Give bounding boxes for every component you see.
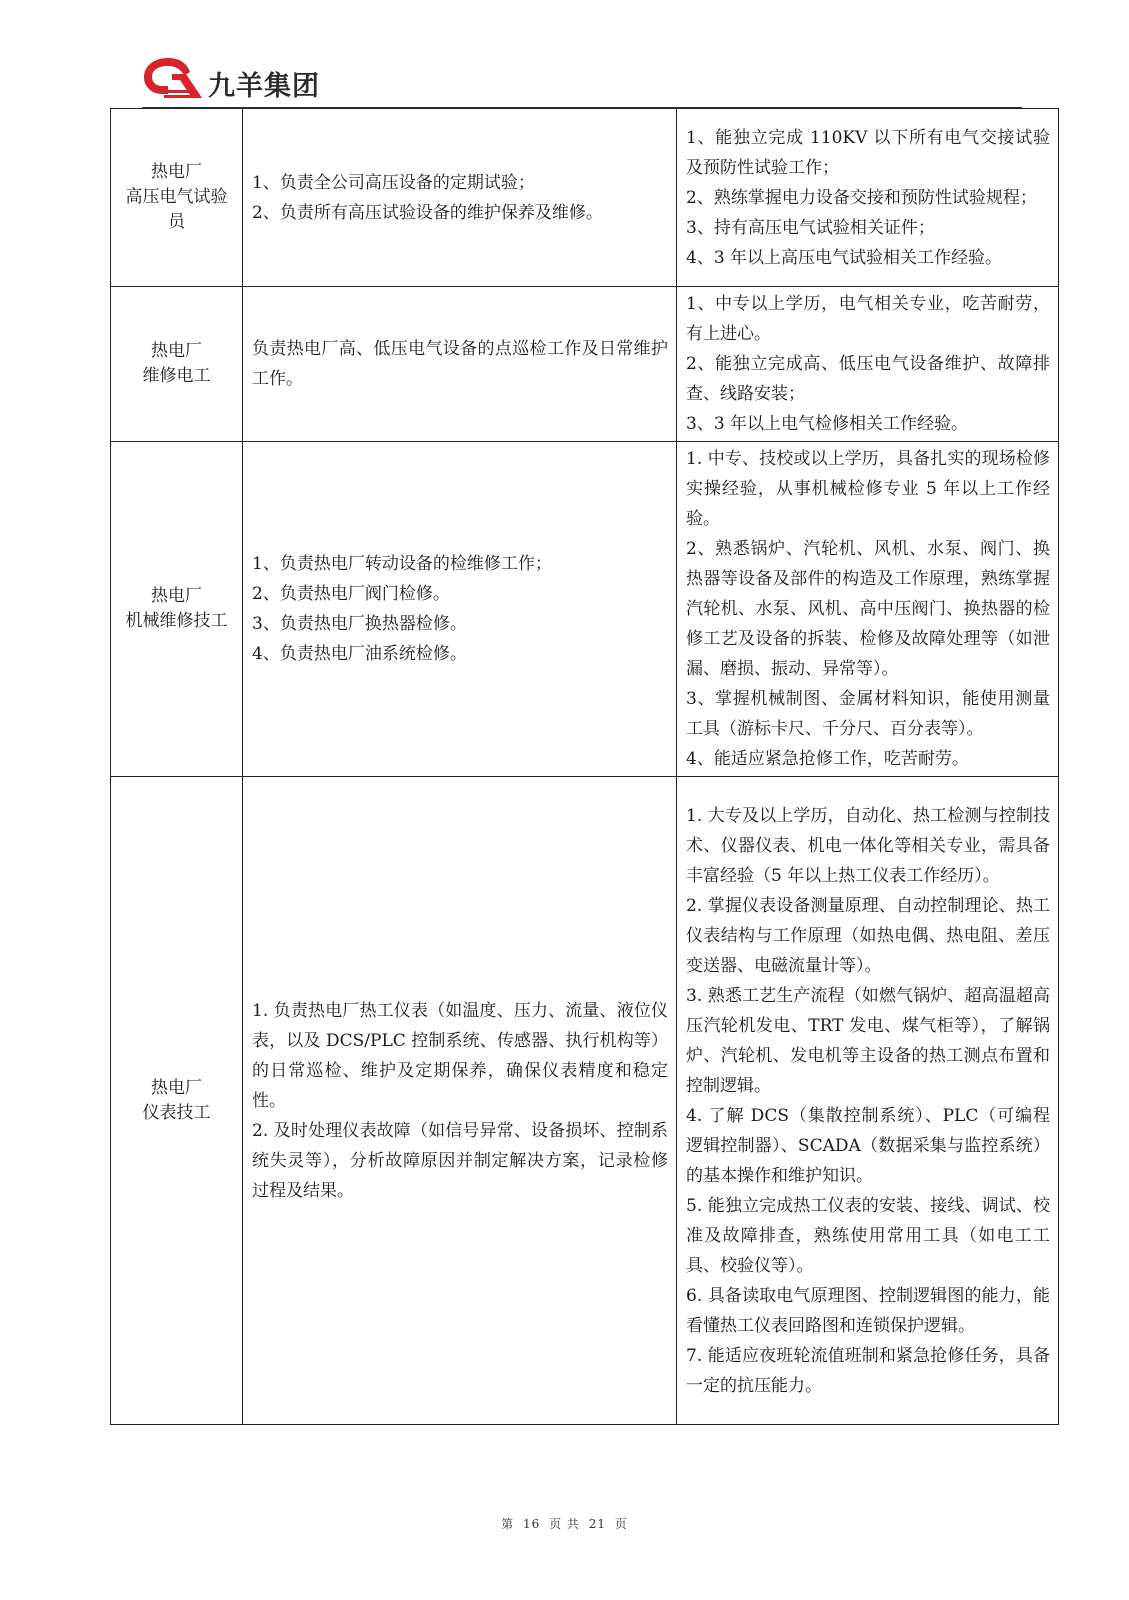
duty-item: 1、负责热电厂转动设备的检维修工作； — [252, 554, 552, 574]
job-requirements-cell — [677, 777, 1059, 1425]
requirement-item: 4. 了解 DCS（集散控制系统）、PLC（可编程逻辑控制器）、SCADA（数据采集与监控系统）的基本操作和维护知识。 — [686, 1105, 1050, 1186]
requirement-item: 3、3 年以上电气检修相关工作经验。 — [686, 414, 969, 434]
job-title-cell — [111, 287, 243, 442]
page-header — [142, 52, 1022, 108]
job-title-line: 热电厂 — [151, 586, 202, 606]
duty-item: 2、负责热电厂阀门检修。 — [252, 584, 450, 604]
job-requirements-cell — [677, 109, 1059, 287]
requirement-item: 3、掌握机械制图、金属材料知识，能使用测量工具（游标卡尺、千分尺、百分表等）。 — [686, 689, 1050, 739]
requirement-item: 6. 具备读取电气原理图、控制逻辑图的能力，能看懂热工仪表回路图和连锁保护逻辑。 — [686, 1285, 1050, 1336]
requirement-item: 2. 掌握仪表设备测量原理、自动控制理论、热工仪表结构与工作原理（如热电偶、热电阻、差压变送器、电磁流量计等）。 — [686, 895, 1050, 976]
duty-item: 1、负责全公司高压设备的定期试验； — [252, 172, 535, 193]
duty-item: 4、负责热电厂油系统检修。 — [252, 644, 467, 664]
duty-item: 2. 及时处理仪表故障（如信号异常、设备损坏、控制系统失灵等），分析故障原因并制定解决方案，记录检修过程及结果。 — [252, 1120, 668, 1201]
duty-item: 负责热电厂高、低压电气设备的点巡检工作及日常维护工作。 — [252, 339, 668, 389]
job-title-cell — [111, 777, 243, 1425]
job-title-line: 高压电气试验 — [125, 187, 228, 207]
requirement-item: 1. 大专及以上学历，自动化、热工检测与控制技术、仪器仪表、机电一体化等相关专业，需具备丰富经验（5 年以上热工仪表工作经历）。 — [686, 805, 1050, 886]
job-title-line: 仪表技工 — [142, 1102, 211, 1123]
table-row — [111, 109, 1059, 287]
table-row — [111, 287, 1059, 442]
requirement-item: 3. 熟悉工艺生产流程（如燃气锅炉、超高温超高压汽轮机发电、TRT 发电、煤气柜等），了解锅炉、汽轮机、发电机等主设备的热工测点布置和控制逻辑。 — [686, 985, 1050, 1096]
job-requirements-table — [110, 108, 1059, 1425]
company-logo-icon — [142, 52, 206, 102]
footer-word-total: 共 — [566, 1517, 580, 1531]
job-title-line: 热电厂 — [151, 1077, 202, 1098]
job-title-line: 机械维修技工 — [125, 611, 228, 631]
job-duties-cell — [243, 287, 677, 442]
requirement-item: 2、熟悉锅炉、汽轮机、风机、水泵、阀门、换热器等设备及部件的构造及工作原理，熟练掌握汽轮机、水泵、风机、高中压阀门、换热器的检修工艺及设备的拆装、检修及故障处理等（如泄漏、磨损、振动、异常等）。 — [686, 539, 1050, 679]
job-duties-cell — [243, 109, 677, 287]
job-title-cell — [111, 442, 243, 777]
requirement-item: 2、能独立完成高、低压电气设备维护、故障排查、线路安装； — [686, 354, 1050, 404]
job-title-line: 热电厂 — [151, 341, 202, 361]
table-row — [111, 442, 1059, 777]
total-page-count: 21 — [588, 1517, 607, 1531]
footer-word-unit: 页 — [549, 1517, 563, 1531]
requirement-item: 2、熟练掌握电力设备交接和预防性试验规程； — [686, 187, 1037, 208]
page-footer — [0, 1515, 1129, 1532]
job-requirements-cell — [677, 442, 1059, 777]
requirement-item: 4、能适应紧急抢修工作，吃苦耐劳。 — [686, 749, 969, 769]
company-name: 九羊集团 — [208, 71, 320, 102]
job-duties-cell — [243, 442, 677, 777]
duty-item: 3、负责热电厂换热器检修。 — [252, 614, 467, 634]
table-row — [111, 777, 1059, 1425]
job-title-line: 员 — [168, 212, 185, 232]
footer-word-unit-2: 页 — [614, 1517, 628, 1531]
job-title-line: 热电厂 — [151, 162, 202, 182]
requirement-item: 1. 中专、技校或以上学历，具备扎实的现场检修实操经验，从事机械检修专业 5 年以上工作经验。 — [686, 449, 1050, 529]
job-requirements-cell — [677, 287, 1059, 442]
job-title-line: 维修电工 — [142, 366, 211, 386]
job-title-cell — [111, 109, 243, 287]
requirement-item: 3、持有高压电气试验相关证件； — [686, 217, 935, 238]
duty-item: 2、负责所有高压试验设备的维护保养及维修。 — [252, 202, 603, 223]
current-page-number: 16 — [522, 1517, 541, 1531]
duty-item: 1. 负责热电厂热工仪表（如温度、压力、流量、液位仪表，以及 DCS/PLC 控制系统、传感器、执行机构等）的日常巡检、维护及定期保养，确保仪表精度和稳定性。 — [252, 1000, 668, 1111]
requirement-item: 5. 能独立完成热工仪表的安装、接线、调试、校准及故障排查，熟练使用常用工具（如电工工具、校验仪等）。 — [686, 1195, 1050, 1276]
requirement-item: 7. 能适应夜班轮流值班制和紧急抢修任务，具备一定的抗压能力。 — [686, 1345, 1050, 1396]
requirement-item: 1、中专以上学历，电气相关专业，吃苦耐劳，有上进心。 — [686, 294, 1050, 344]
requirement-item: 4、3 年以上高压电气试验相关工作经验。 — [686, 247, 1003, 268]
footer-word-page: 第 — [501, 1517, 515, 1531]
job-duties-cell — [243, 777, 677, 1425]
requirement-item: 1、能独立完成 110KV 以下所有电气交接试验及预防性试验工作； — [686, 127, 1050, 178]
